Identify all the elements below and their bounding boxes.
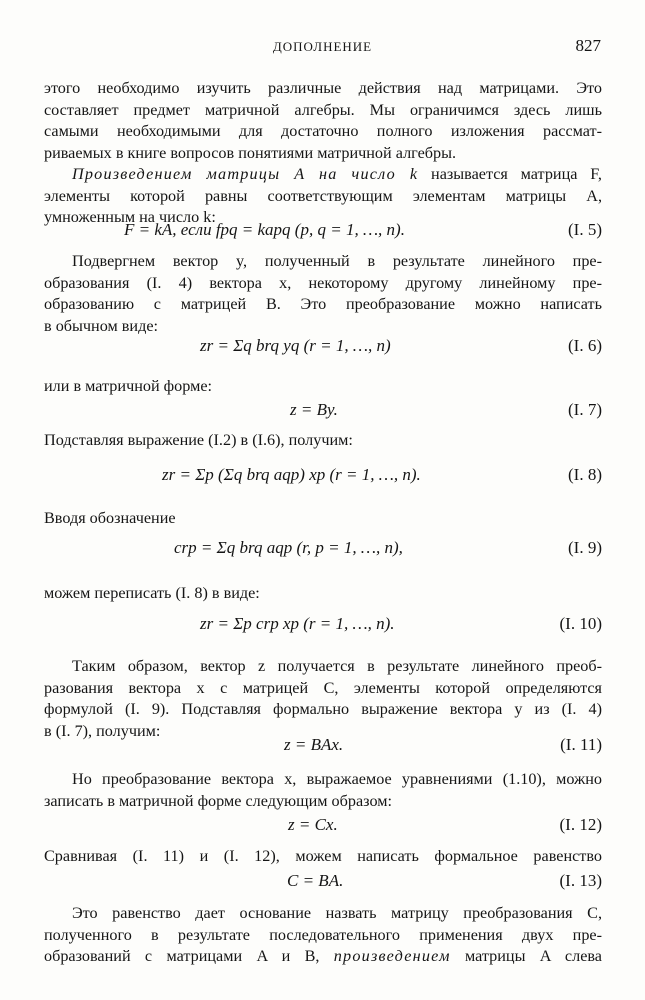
equation-number: (I. 13) <box>559 871 602 890</box>
text-line: в (I. 7), получим: <box>44 721 161 740</box>
text-line: Сравнивая (I. 11) и (I. 12), можем написать формальное равенство <box>44 847 602 865</box>
equation-i5 <box>44 220 602 254</box>
text-line: этого необходимо изучить различные действия над матрицами. Это <box>44 79 602 97</box>
equation-number: (I. 11) <box>560 735 602 754</box>
equation-number: (I. 10) <box>559 614 602 633</box>
equation-i8 <box>44 465 602 499</box>
equation-number: (I. 7) <box>568 400 602 419</box>
equation-i6 <box>44 336 602 370</box>
equation-number: (I. 12) <box>559 815 602 834</box>
text-line: самыми необходимыми для достаточно полного изложения рассмат- <box>44 122 602 140</box>
text-line: Но преобразование вектора x, выражаемое уравнениями (1.10), можно <box>72 770 602 788</box>
text-line: или в матричной форме: <box>44 377 213 395</box>
page-number: 827 <box>575 36 601 55</box>
text-line: можем переписать (I. 8) в виде: <box>44 584 260 602</box>
paragraph-matrix-form <box>44 376 602 398</box>
equation-formula: z = By. <box>290 400 338 419</box>
paragraph-1 <box>44 78 602 164</box>
text-line: Это равенство дает основание назвать матрицу преобразования C, <box>72 904 602 922</box>
equation-formula: z = Cx. <box>288 815 338 834</box>
equation-i11 <box>44 735 602 769</box>
equation-formula: z = BAx. <box>284 735 344 754</box>
equation-i9 <box>44 538 602 572</box>
paragraph-notation <box>44 508 602 530</box>
paragraph-substituting <box>44 430 602 452</box>
text-line: умноженным на число k: <box>44 208 216 226</box>
text-line: элементы которой равны соответствующим элементам матрицы A, <box>44 186 602 205</box>
equation-number: (I. 6) <box>568 336 602 355</box>
equation-formula: crp = Σq brq aqp (r, p = 1, …, n), <box>174 538 403 557</box>
equation-i10 <box>44 614 602 648</box>
equation-i7 <box>44 400 602 434</box>
running-header: ДОПОЛНЕНИЕ <box>272 39 373 54</box>
text-line: риваемых в книге вопросов понятиями матричной алгебры. <box>44 143 457 162</box>
paragraph-definition <box>44 164 602 229</box>
text-line: Подвергнем вектор y, полученный в результате линейного пре- <box>72 252 602 270</box>
text-line: называется матрица F, <box>418 165 602 183</box>
text-line: образованию с матрицей B. Это преобразование можно написать <box>44 295 602 313</box>
equation-formula: F = kA, если fpq = kapq (p, q = 1, …, n). <box>124 220 405 239</box>
equation-formula: zr = Σp crp xp (r = 1, …, n). <box>200 614 395 633</box>
text-line: формулой (I. 9). Подставляя формально выражение вектора y из (I. 4) <box>44 700 602 718</box>
paragraph-6 <box>44 903 602 968</box>
paragraph-5 <box>44 769 602 812</box>
text-line: матрицы A слева <box>450 947 602 965</box>
text-line: образований с матрицами A и B, <box>44 947 334 965</box>
text-line: записать в матричной форме следующим образом: <box>44 791 392 810</box>
defined-term: произведением <box>333 947 451 965</box>
equation-formula: zr = Σq brq yq (r = 1, …, n) <box>200 336 391 355</box>
paragraph-compare <box>44 846 602 868</box>
text-line: Вводя обозначение <box>44 509 176 527</box>
paragraph-4 <box>44 656 602 742</box>
equation-formula: C = BA. <box>287 871 344 890</box>
text-line: образования (I. 4) вектора x, некоторому другому линейному пре- <box>44 273 602 292</box>
text-line: Таким образом, вектор z получается в результате линейного преоб- <box>72 657 602 675</box>
text-line: полученного в результате последовательного применения двух пре- <box>44 925 602 944</box>
text-line: разования вектора x с матрицей C, элементы которой определяются <box>44 678 602 697</box>
equation-number: (I. 5) <box>568 220 602 239</box>
paragraph-rewrite <box>44 583 602 605</box>
equation-i13 <box>44 871 602 905</box>
equation-i12 <box>44 815 602 849</box>
text-line: составляет предмет матричной алгебры. Мы ограничимся здесь лишь <box>44 100 602 119</box>
equation-number: (I. 9) <box>568 538 602 557</box>
defined-term: Произведением матрицы A на число k <box>72 165 419 183</box>
text-line: Подставляя выражение (I.2) в (I.6), получим: <box>44 431 353 449</box>
text-line: в обычном виде: <box>44 316 158 335</box>
equation-formula: zr = Σp (Σq brq aqp) xp (r = 1, …, n). <box>162 465 421 484</box>
paragraph-3 <box>44 251 602 337</box>
equation-number: (I. 8) <box>568 465 602 484</box>
